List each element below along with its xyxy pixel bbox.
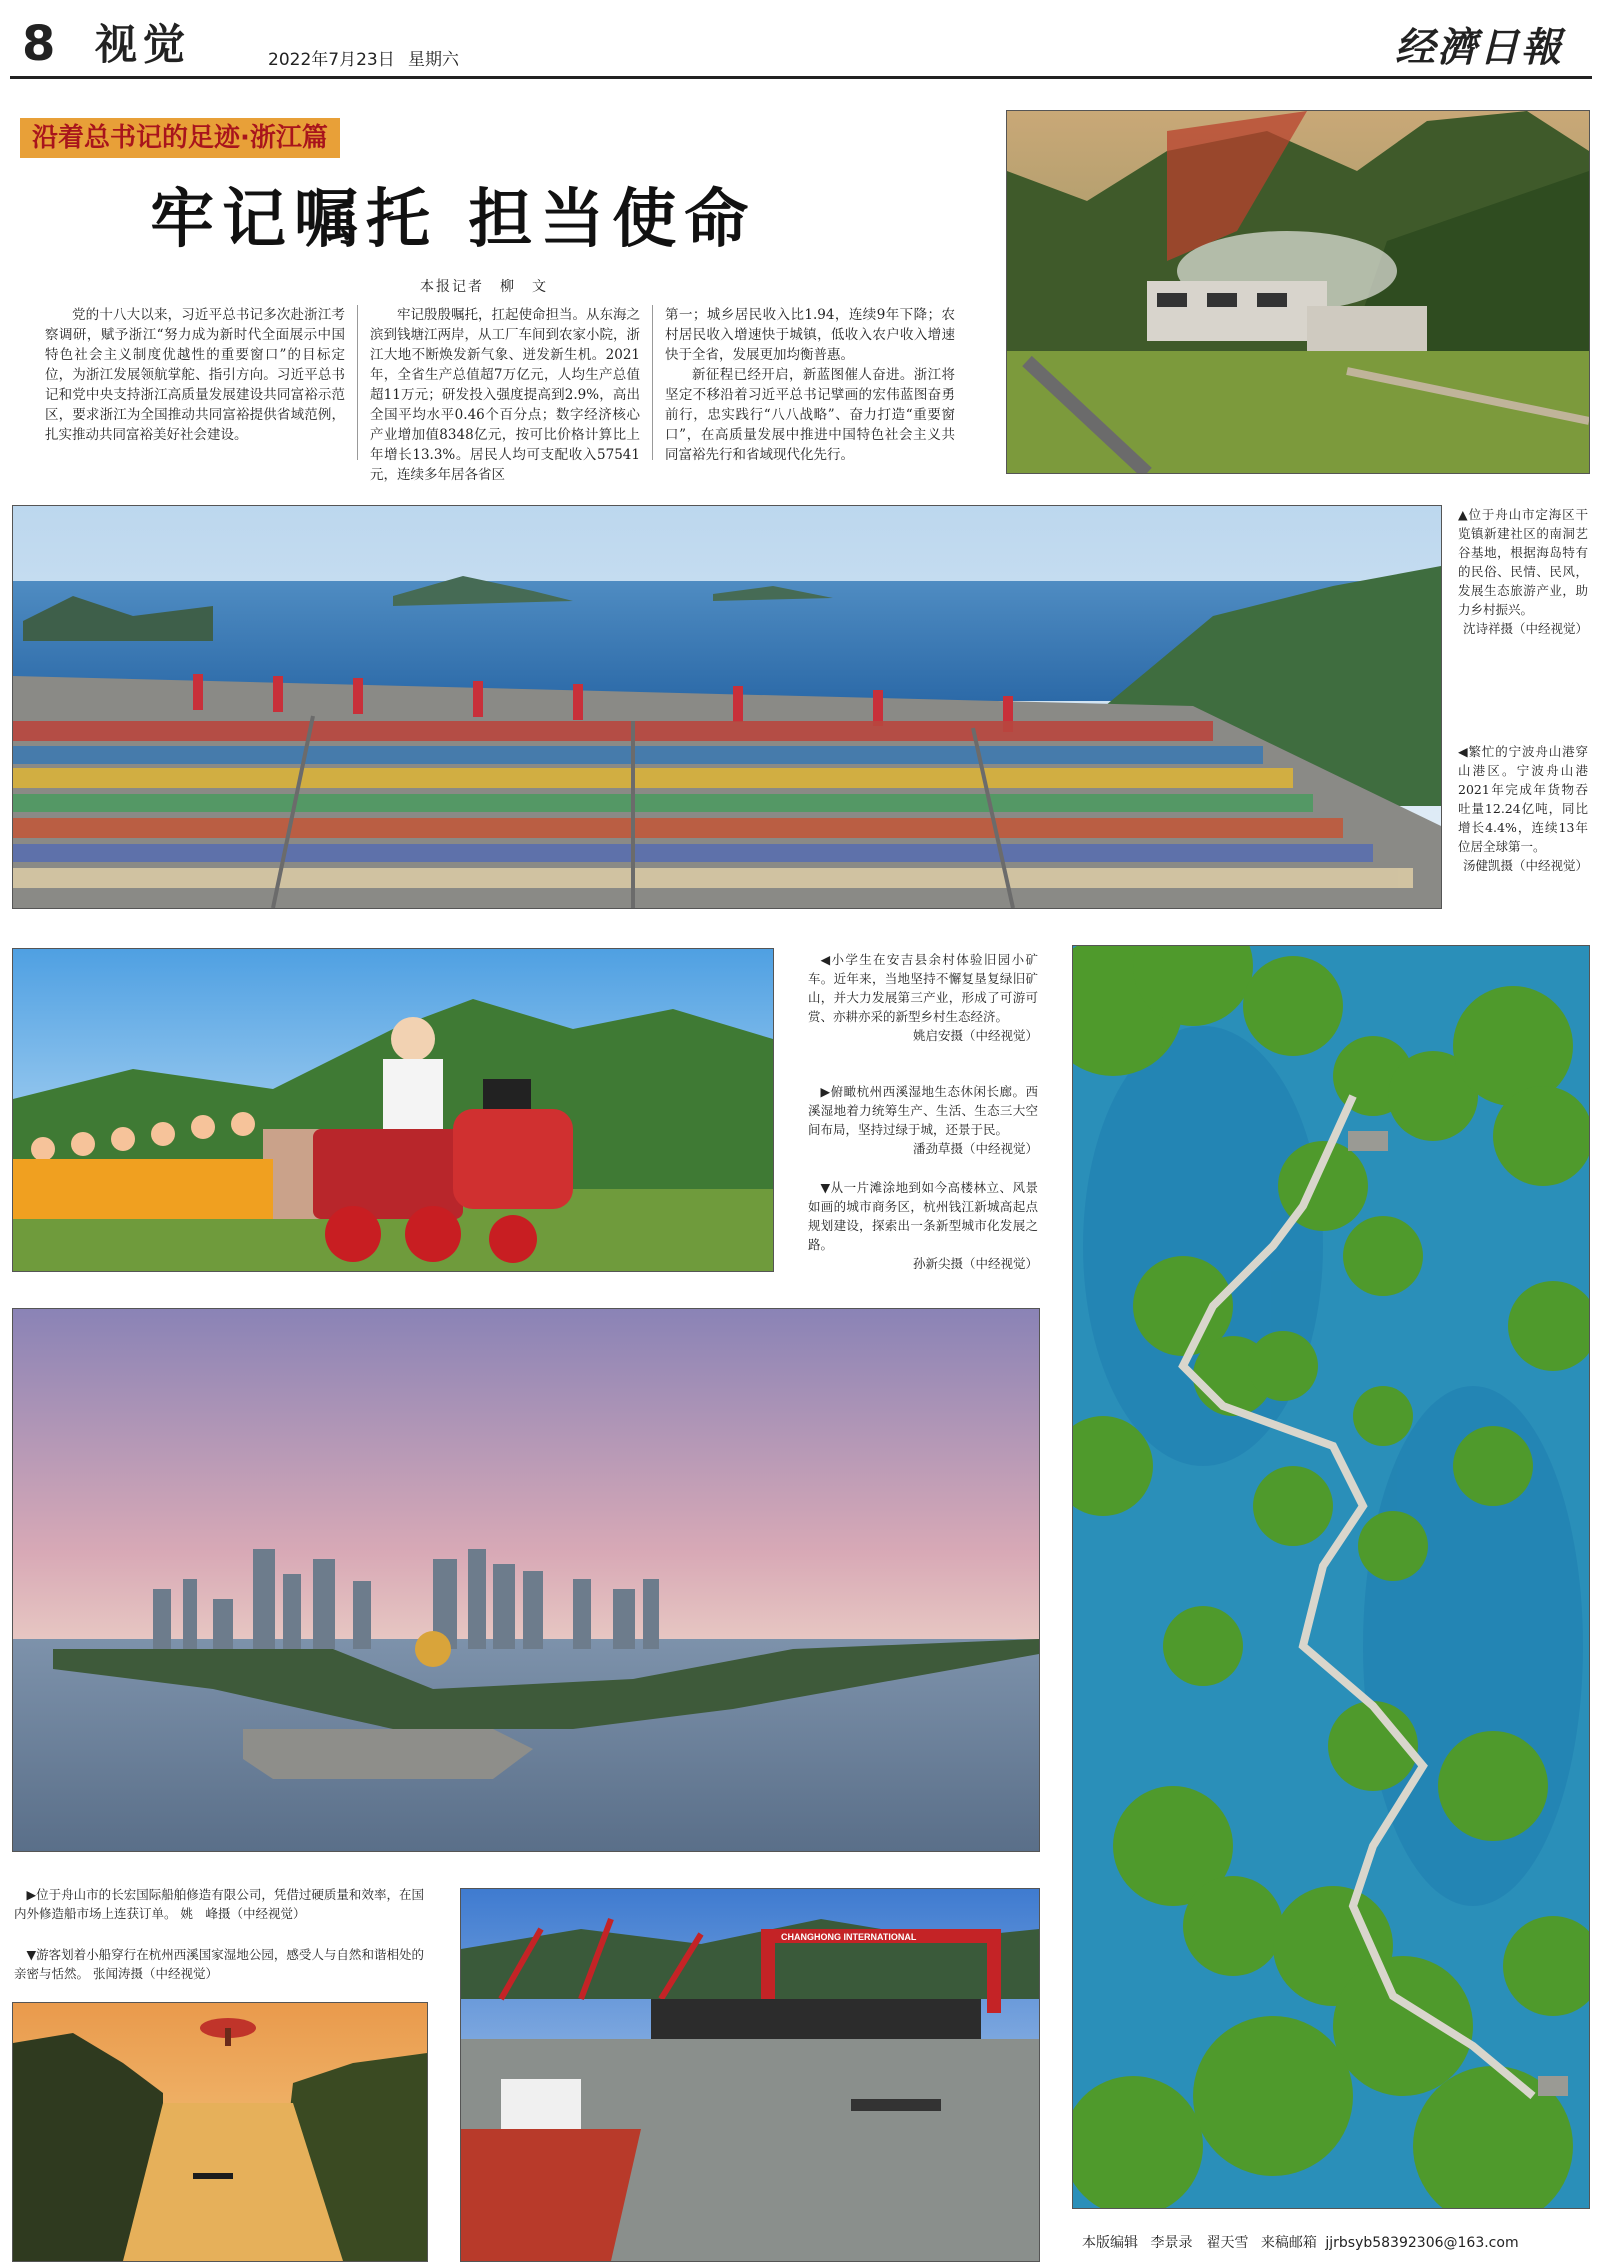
article-col-3 bbox=[665, 305, 955, 465]
photo-boat bbox=[12, 2002, 428, 2262]
caption-boat-text: ▼游客划着小船穿行在杭州西溪国家湿地公园，感受人与自然和谐相处的亲密与恬然。 bbox=[14, 1947, 424, 1981]
masthead-logo: 经濟日報 bbox=[1395, 24, 1563, 71]
page-number: 8 bbox=[22, 16, 56, 72]
photo-city bbox=[12, 1308, 1040, 1852]
caption-city-text: ▼从一片滩涂地到如今高楼林立、风景如画的城市商务区，杭州钱江新城高起点规划建设，探索出一条新型城市化发展之路。 bbox=[808, 1180, 1038, 1252]
headline: 牢记嘱托 担当使命 bbox=[150, 182, 757, 257]
caption-village bbox=[1458, 505, 1588, 638]
section-name: 视觉 bbox=[95, 20, 192, 69]
caption-wetland-credit: 潘劲草摄（中经视觉） bbox=[912, 1141, 1038, 1156]
caption-train bbox=[808, 950, 1038, 1045]
caption-wetland bbox=[808, 1082, 1038, 1158]
caption-shipyard-text: ▶位于舟山市的长宏国际船舶修造有限公司，凭借过硬质量和效率，在国内外修造船市场上连获订单。 bbox=[14, 1887, 424, 1921]
footer-email[interactable]: jjrbsyb58392306@163.com bbox=[1325, 2235, 1519, 2251]
caption-port-credit: 汤健凯摄（中经视觉） bbox=[1462, 858, 1588, 873]
shipyard-gantry-sign: CHANGHONG INTERNATIONAL bbox=[781, 1932, 917, 1942]
caption-port-text: ◀繁忙的宁波舟山港穿山港区。宁波舟山港2021年完成年货物吞吐量12.24亿吨，同比增长4.4%，连续13年位居全球第一。 bbox=[1458, 744, 1588, 854]
col-divider-1 bbox=[357, 305, 358, 460]
column-tag bbox=[20, 118, 340, 158]
issue-date: 2022年7月23日 bbox=[268, 50, 395, 70]
footer-mail-label: 来稿邮箱 bbox=[1260, 2235, 1317, 2251]
article-col-3-para-2: 新征程已经开启，新蓝图催人奋进。浙江将坚定不移沿着习近平总书记擘画的宏伟蓝图奋勇前行，忠实践行“八八战略”、奋力打造“重要窗口”，在高质量发展中推进中国特色社会主义共同富裕先行和省域现代化先行。 bbox=[665, 367, 955, 463]
caption-train-credit: 姚启安摄（中经视觉） bbox=[912, 1028, 1038, 1043]
col-divider-2 bbox=[652, 305, 653, 460]
caption-village-text: ▲位于舟山市定海区干览镇新建社区的南洞艺谷基地，根据海岛特有的民俗、民情、民风，发展生态旅游产业，助力乡村振兴。 bbox=[1458, 507, 1588, 617]
caption-shipyard-credit: 姚 峰摄（中经视觉） bbox=[180, 1906, 306, 1921]
caption-city bbox=[808, 1178, 1038, 1273]
caption-wetland-text: ▶俯瞰杭州西溪湿地生态休闲长廊。西溪湿地着力统筹生产、生活、生态三大空间布局，坚持过绿于城，还景于民。 bbox=[808, 1084, 1038, 1137]
caption-shipyard bbox=[14, 1885, 424, 1923]
issue-weekday: 星期六 bbox=[408, 50, 459, 70]
caption-port bbox=[1458, 742, 1588, 875]
photo-shipyard bbox=[460, 1888, 1040, 2262]
article-col-1: 党的十八大以来，习近平总书记多次赴浙江考察调研，赋予浙江“努力成为新时代全面展示中国特色社会主义制度优越性的重要窗口”的目标定位，为浙江发展领航掌舵、指引方向。习近平总书记和党中央支持浙江高质量发展建设共同富裕示范区，要求浙江为全国推动共同富裕提供省域范例，扎实推动共同富裕美好社会建设。 bbox=[45, 307, 345, 443]
caption-boat bbox=[14, 1945, 424, 1983]
photo-train bbox=[12, 948, 774, 1272]
footer-editors: 李景录 翟天雪 bbox=[1150, 2235, 1249, 2251]
photo-port bbox=[12, 505, 1442, 909]
caption-city-credit: 孙新尖摄（中经视觉） bbox=[912, 1256, 1038, 1271]
caption-village-credit: 沈诗祥摄（中经视觉） bbox=[1462, 621, 1588, 636]
header-rule bbox=[10, 76, 1592, 79]
caption-boat-credit: 张闻涛摄（中经视觉） bbox=[93, 1966, 219, 1981]
article-col-3-para-1: 第一；城乡居民收入比1.94，连续9年下降；农村居民收入增速快于城镇，低收入农户收入增速快于全省，发展更加均衡普惠。 bbox=[665, 307, 955, 363]
photo-wetland bbox=[1072, 945, 1590, 2209]
column-tag-label: 沿着总书记的足迹·浙江篇 bbox=[32, 123, 328, 153]
footer-editor-label: 本版编辑 bbox=[1082, 2235, 1138, 2251]
footer bbox=[1082, 2232, 1592, 2252]
caption-train-text: ◀小学生在安吉县余村体验旧园小矿车。近年来，当地坚持不懈复垦复绿旧矿山，并大力发展第三产业，形成了可游可赏、亦耕亦采的新型乡村生态经济。 bbox=[808, 952, 1038, 1024]
photo-village bbox=[1006, 110, 1590, 474]
article-col-2: 牢记殷殷嘱托，扛起使命担当。从东海之滨到钱塘江两岸，从工厂车间到农家小院，浙江大地不断焕发新气象、迸发新生机。2021年，全省生产总值超7万亿元，人均生产总值超11万元；研发投入强度提高到2.9%，高出全国平均水平0.46个百分点；数字经济核心产业增加值8348亿元，按可比价格计算比上年增长13.3%。居民人均可支配收入57541元，连续多年居各省区 bbox=[370, 307, 640, 483]
byline: 本报记者 柳 文 bbox=[420, 279, 548, 295]
